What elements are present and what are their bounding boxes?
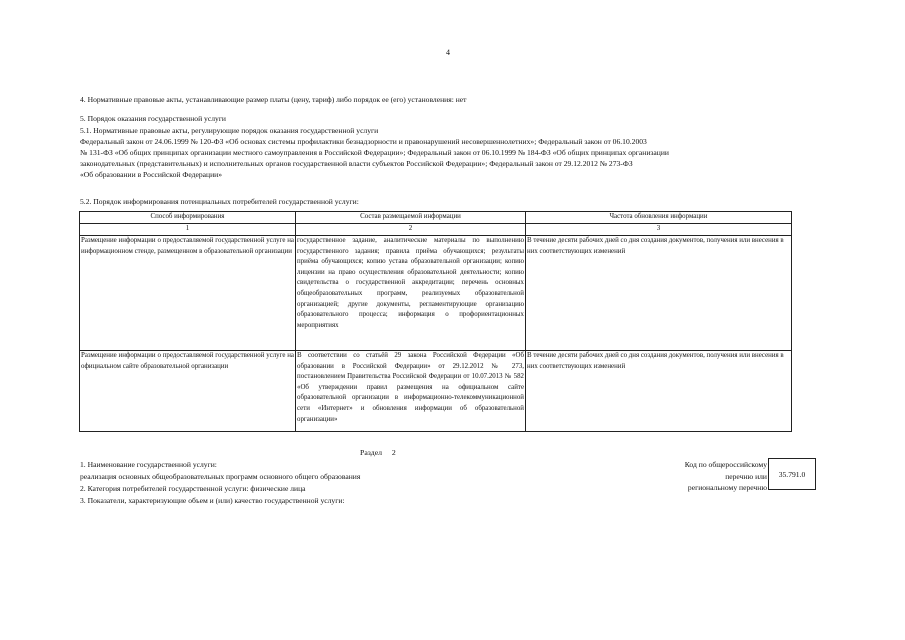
section4-text: 4. Нормативные правовые акты, устанавливающие размер платы (цену, тариф) либо порядок ее (его) установления: нет [80, 95, 467, 104]
column-header: Частота обновления информации [526, 212, 792, 224]
page-number: 4 [446, 48, 450, 57]
column-header: Состав размещаемой информации [296, 212, 526, 224]
section-label: Раздел [360, 448, 383, 457]
table-number-row [80, 224, 792, 236]
info-frequency-cell: В течение десяти рабочих дней со дня создания документов, получения или внесения в них соответствующих изменений [526, 236, 792, 351]
consumer-category: 2. Категория потребителей государственной услуги: физические лица [80, 484, 306, 493]
section51-line: Федеральный закон от 24.06.1999 № 120-ФЗ «Об основах системы профилактики безнадзорности и правонарушений несовершеннолетних»; Федеральный закон от 06.10.2003 [80, 137, 647, 146]
code-label-line: Код по общероссийскому [684, 460, 767, 469]
code-label-line: региональному перечню [687, 483, 767, 492]
column-header: Способ информирования [80, 212, 296, 224]
section-header [360, 448, 396, 457]
info-content-cell: В соответствии со статьёй 29 закона Российской Федерации «Об образовании в Российской Федерации» от 29.12.2012 № 273, постановлением Правительства Российской Федерации от 10.07.2013 № 582 «Об утверждении правил размещения на официальном сайте образовательной организации в информационно-телекоммуникационной сети «Интернет» и обновления информации об образовательной организации» [296, 351, 526, 432]
info-method-cell: Размещение информации о предоставляемой государственной услуге на информационном стенде, размещенном в образовательной организации [80, 236, 296, 351]
code-label [607, 459, 767, 494]
info-content-cell: государственное задание, аналитические материалы по выполнению государственного задания; правила приёма обучающихся; результаты приёма обучающихся; копию устава образовательной организации; копию лицензии на право осуществления образовательной деятельности; копию свидетельства о государственной аккредитации; перечень основных общеобразовательных программ, реализуемых образовательной организацией; другие документы, регламентирующие организацию образовательного процесса; информация о профориентационных мероприятиях [296, 236, 526, 351]
information-table [79, 211, 792, 432]
section51-line: «Об образовании в Российской Федерации» [80, 170, 223, 179]
column-number: 1 [80, 224, 296, 236]
section51-line: № 131-ФЗ «Об общих принципах организации местного самоуправления в Российской Федерации»; Федеральный закон от 06.10.1999 № 184-ФЗ «Об общих принципах организации [80, 148, 669, 157]
table-row [80, 351, 792, 432]
info-frequency-cell: В течение десяти рабочих дней со дня создания документов, получения или внесения в них соответствующих изменений [526, 351, 792, 432]
section5-title: 5. Порядок оказания государственной услуги [80, 114, 226, 123]
indicators-title: 3. Показатели, характеризующие объем и (или) качество государственной услуги: [80, 496, 345, 505]
table-row [80, 236, 792, 351]
section52-title: 5.2. Порядок информирования потенциальных потребителей государственной услуги: [80, 197, 359, 206]
code-value: 35.791.0 [778, 469, 806, 479]
table-header-row [80, 212, 792, 224]
service-name-label: 1. Наименование государственной услуги: [80, 460, 217, 469]
info-method-cell: Размещение информации о предоставляемой государственной услуге на официальном сайте образовательной организации [80, 351, 296, 432]
code-value-box [768, 458, 816, 490]
section51-line: законодательных (представительных) и исполнительных органов государственной власти субъектов Российской Федерации»; Федеральный закон от 29.12.2012 № 273-ФЗ [80, 159, 633, 168]
section51-title: 5.1. Нормативные правовые акты, регулирующие порядок оказания государственной услуги [80, 126, 379, 135]
column-number: 3 [526, 224, 792, 236]
service-name-value: реализация основных общеобразовательных программ основного общего образования [80, 472, 361, 481]
code-label-line: перечню или [725, 471, 767, 481]
section-number: 2 [391, 448, 396, 457]
column-number: 2 [296, 224, 526, 236]
